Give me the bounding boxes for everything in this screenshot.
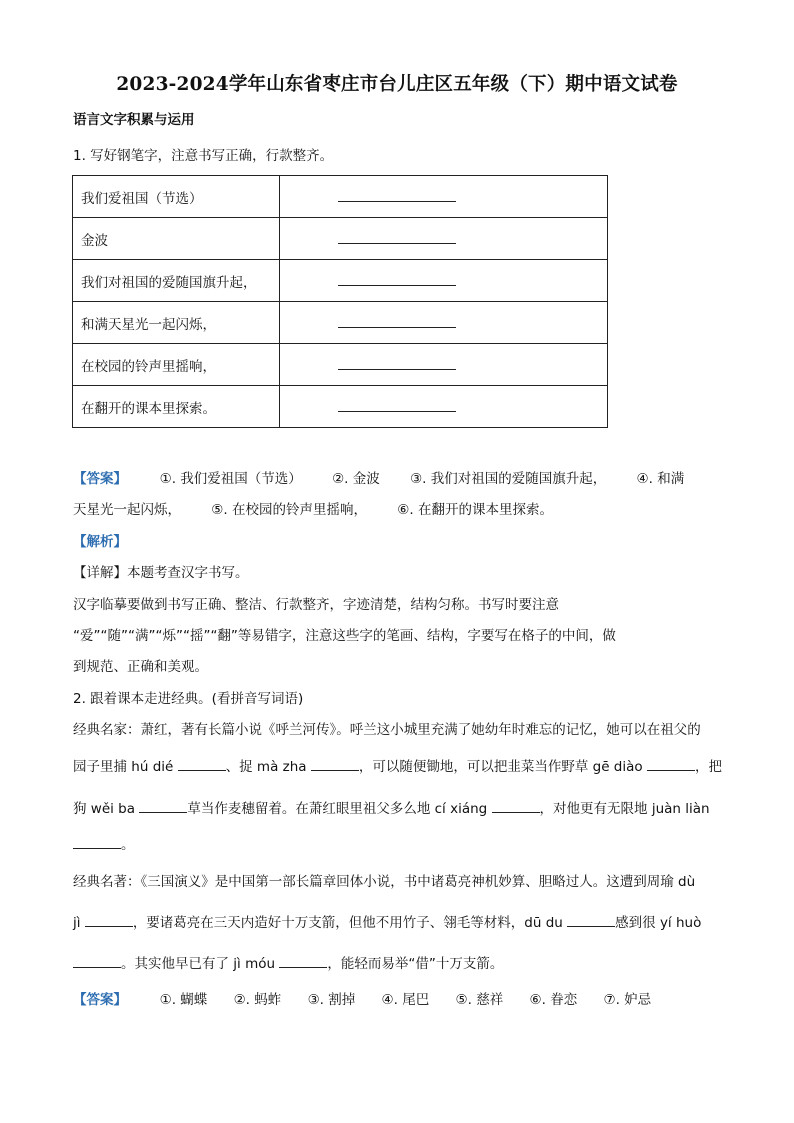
q2-text-line — [73, 755, 722, 775]
table-row — [73, 176, 608, 218]
text-segment: jì — [73, 915, 81, 931]
answer-blank[interactable] — [178, 758, 226, 771]
q1-answer-line-1 — [73, 467, 684, 487]
table-cell: 金波 — [73, 218, 280, 260]
text-segment: ，对他更有无限地 juàn liàn — [539, 801, 710, 817]
answer-blank[interactable] — [311, 758, 359, 771]
answer-blank[interactable] — [85, 914, 133, 927]
table-row — [73, 386, 608, 428]
answer-item: ⑦. 妒忌 — [603, 992, 652, 1008]
table-row — [73, 302, 608, 344]
text-segment: ，能轻而易举“借”十万支箭。 — [327, 956, 504, 972]
detail-line: “爱”“随”“满”“烁”“摇”“翻”等易错字，注意这些字的笔画、结构，字要写在格子的中间，做 — [73, 628, 616, 644]
table-cell: 和满天星光一起闪烁， — [73, 302, 280, 344]
answer-blank[interactable] — [73, 955, 121, 968]
q2-text-line — [73, 911, 701, 931]
blank-line — [338, 401, 456, 412]
answer-blank[interactable] — [567, 914, 615, 927]
answer-blank[interactable] — [139, 800, 187, 813]
answer-item: ⑥. 在翻开的课本里探索。 — [397, 502, 553, 518]
table-row — [73, 344, 608, 386]
text-segment: 草当作麦穗留着。在萧红眼里祖父多么地 cí xiáng — [187, 801, 488, 817]
blank-line — [338, 233, 456, 244]
q2-text-line — [73, 833, 135, 853]
answer-item: ⑤. 在校园的铃声里摇响， — [211, 502, 367, 518]
blank-cell[interactable] — [280, 260, 608, 302]
answer-tag: 【答案】 — [73, 992, 127, 1008]
page-title: 2023-2024学年山东省枣庄市台儿庄区五年级（下）期中语文试卷 — [116, 74, 678, 95]
text-segment: 。 — [121, 837, 135, 853]
answer-item: ⑤. 慈祥 — [455, 992, 504, 1008]
q1-prompt: 1. 写好钢笔字，注意书写正确，行款整齐。 — [73, 148, 334, 164]
q2-prompt: 2. 跟着课本走进经典。(看拼音写词语) — [73, 691, 304, 707]
answer-item: ②. 蚂蚱 — [233, 992, 282, 1008]
blank-line — [338, 191, 456, 202]
blank-line — [338, 317, 456, 328]
detail-line: 汉字临摹要做到书写正确、整洁、行款整齐，字迹清楚，结构匀称。书写时要注意 — [73, 597, 559, 613]
analysis-tag: 【解析】 — [73, 534, 127, 550]
table-cell: 我们爱祖国（节选） — [73, 176, 280, 218]
text-segment: 。其实他早已有了 jì móu — [121, 956, 276, 972]
answer-item: ④. 和满 — [636, 471, 685, 487]
blank-line — [338, 275, 456, 286]
answer-blank[interactable] — [73, 836, 121, 849]
answer-item: ③. 我们对祖国的爱随国旗升起， — [410, 471, 607, 487]
table-row — [73, 260, 608, 302]
answer-item: ①. 蝴蝶 — [159, 992, 208, 1008]
blank-cell[interactable] — [280, 344, 608, 386]
q1-answer-line-2 — [73, 498, 553, 518]
blank-cell[interactable] — [280, 386, 608, 428]
q2-answer-line — [73, 988, 651, 1008]
q2-text-line: 经典名著：《三国演义》是中国第一部长篇章回体小说，书中诸葛亮神机妙算、胆略过人。这遭到周瑜 dù — [73, 874, 696, 890]
table-cell: 我们对祖国的爱随国旗升起， — [73, 260, 280, 302]
copy-table — [72, 175, 608, 428]
text-segment: ，要诸葛亮在三天内造好十万支箭，但他不用竹子、翎毛等材料，dū du — [132, 915, 563, 931]
answer-item: 天星光一起闪烁， — [73, 502, 181, 518]
blank-cell[interactable] — [280, 302, 608, 344]
table-cell: 在翻开的课本里探索。 — [73, 386, 280, 428]
text-segment: 感到很 yí huò — [615, 915, 702, 931]
table-cell: 在校园的铃声里摇响， — [73, 344, 280, 386]
text-segment: 狗 wěi ba — [73, 801, 136, 817]
blank-cell[interactable] — [280, 176, 608, 218]
answer-blank[interactable] — [647, 758, 695, 771]
answer-item: ①. 我们爱祖国（节选） — [159, 471, 302, 487]
detail-line: 【详解】本题考查汉字书写。 — [73, 565, 249, 581]
table-row — [73, 218, 608, 260]
q2-text-line — [73, 797, 710, 817]
text-segment: ，把 — [694, 759, 722, 775]
answer-blank[interactable] — [279, 955, 327, 968]
blank-line — [338, 359, 456, 370]
text-segment: 、捉 mà zha — [225, 759, 307, 775]
q2-text-line: 经典名家：萧红，著有长篇小说《呼兰河传》。呼兰这小城里充满了她幼年时难忘的记忆，她可以在祖父的 — [73, 722, 701, 738]
answer-tag: 【答案】 — [73, 471, 127, 487]
answer-item: ④. 尾巴 — [381, 992, 430, 1008]
answer-blank[interactable] — [492, 800, 540, 813]
answer-item: ③. 割掉 — [307, 992, 356, 1008]
answer-item: ②. 金波 — [332, 471, 380, 487]
q2-text-line — [73, 952, 503, 972]
detail-line: 到规范、正确和美观。 — [73, 659, 208, 675]
text-segment: ，可以随便锄地，可以把韭菜当作野草 gē diào — [358, 759, 643, 775]
blank-cell[interactable] — [280, 218, 608, 260]
section-heading: 语言文字积累与运用 — [73, 112, 195, 128]
text-segment: 园子里捕 hú dié — [73, 759, 174, 775]
answer-item: ⑥. 眷恋 — [529, 992, 578, 1008]
